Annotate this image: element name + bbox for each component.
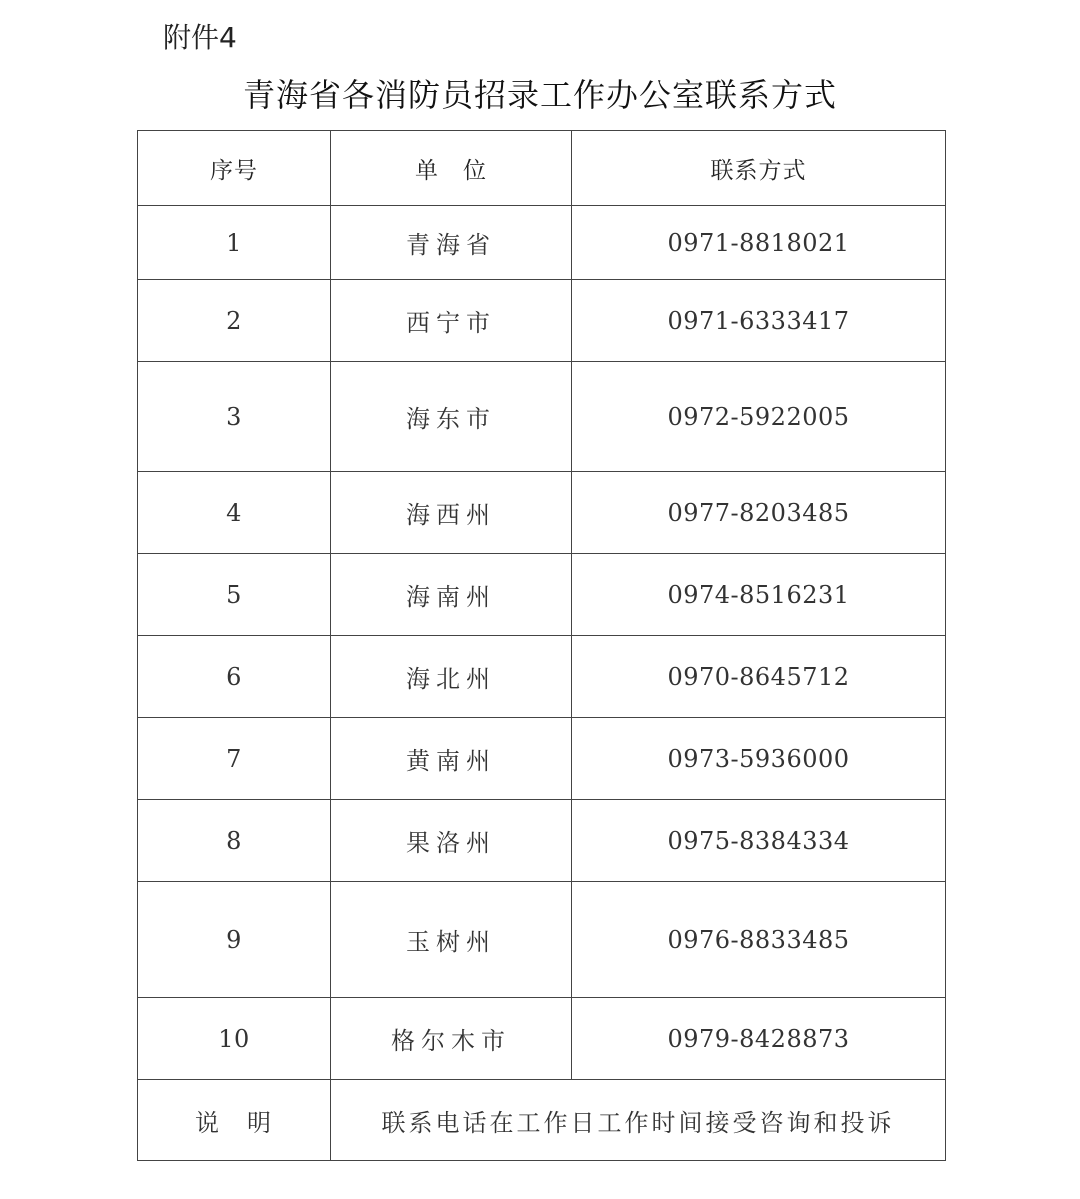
row-phone: 0975-8384334 [572,800,946,882]
row-unit: 果洛州 [331,800,572,882]
row-number: 10 [138,998,331,1080]
column-header-unit: 单 位 [331,131,572,206]
row-phone: 0972-5922005 [572,362,946,472]
row-unit: 西宁市 [331,280,572,362]
note-row [138,1080,946,1161]
row-number: 6 [138,636,331,718]
table-row [138,718,946,800]
row-number: 5 [138,554,331,636]
row-phone: 0977-8203485 [572,472,946,554]
row-phone: 0976-8833485 [572,882,946,998]
row-number: 9 [138,882,331,998]
row-unit: 海西州 [331,472,572,554]
note-label: 说 明 [138,1080,331,1161]
contact-table [137,130,946,1161]
table-row [138,362,946,472]
column-header-number: 序号 [138,131,331,206]
row-unit: 青海省 [331,206,572,280]
table-row [138,800,946,882]
row-number: 4 [138,472,331,554]
row-phone: 0973-5936000 [572,718,946,800]
table-row [138,998,946,1080]
column-header-contact: 联系方式 [572,131,946,206]
table-row [138,554,946,636]
row-phone: 0971-8818021 [572,206,946,280]
row-unit: 格尔木市 [331,998,572,1080]
table-row [138,636,946,718]
row-number: 7 [138,718,331,800]
table-row [138,206,946,280]
row-phone: 0974-8516231 [572,554,946,636]
row-unit: 海北州 [331,636,572,718]
table-row [138,280,946,362]
row-number: 8 [138,800,331,882]
row-unit: 玉树州 [331,882,572,998]
attachment-label: 附件4 [163,21,237,54]
document-title: 青海省各消防员招录工作办公室联系方式 [242,76,837,114]
row-unit: 海东市 [331,362,572,472]
note-text: 联系电话在工作日工作时间接受咨询和投诉 [331,1080,946,1161]
row-number: 1 [138,206,331,280]
table-header-row [138,131,946,206]
row-phone: 0971-6333417 [572,280,946,362]
row-unit: 海南州 [331,554,572,636]
table-row [138,882,946,998]
table-row [138,472,946,554]
row-number: 2 [138,280,331,362]
row-phone: 0979-8428873 [572,998,946,1080]
row-phone: 0970-8645712 [572,636,946,718]
row-number: 3 [138,362,331,472]
row-unit: 黄南州 [331,718,572,800]
